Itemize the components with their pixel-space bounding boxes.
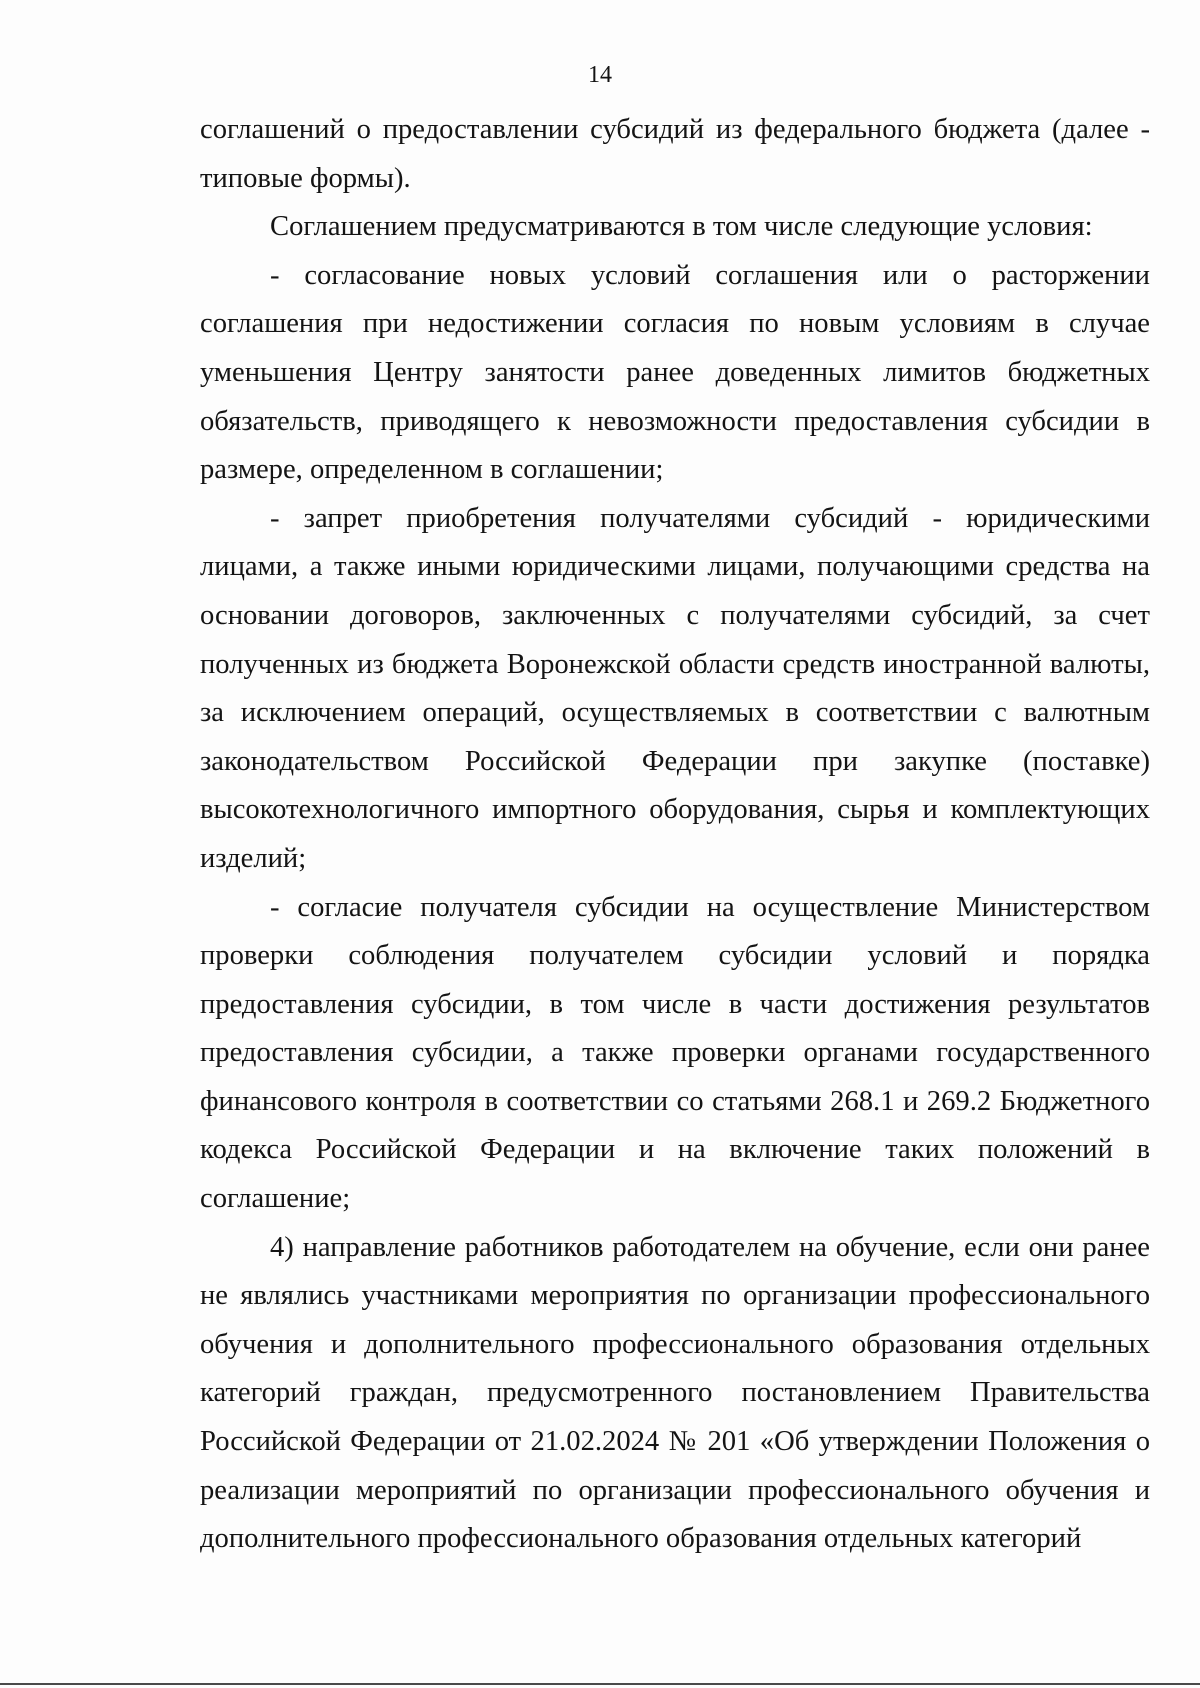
document-body [200, 106, 1150, 1564]
paragraph-condition-inspection-consent: - согласие получателя субсидии на осуществление Министерством проверки соблюдения получателем субсидии условий и порядка предоставления субсидии, в том числе в части достижения результатов предоставления субсидии, а также проверки органами государственного финансового контроля в соответствии со статьями 268.1 и 269.2 Бюджетного кодекса Российской Федерации и на включение таких положений в соглашение; [200, 891, 1150, 1215]
paragraph-conditions-intro: Соглашением предусматриваются в том числе следующие условия: [270, 211, 1093, 243]
scan-edge-line [0, 1683, 1200, 1685]
paragraph-continuation: соглашений о предоставлении субсидий из федерального бюджета (далее - типовые формы). [200, 114, 1150, 194]
paragraph-item-4: 4) направление работников работодателем на обучение, если они ранее не являлись участниками мероприятия по организации профессионального обучения и дополнительного профессионального образования отдельных категорий граждан, предусмотренного постановлением Правительства Российской Федерации от 21.02.2024 № 201 «Об утверждении Положения о реализации мероприятий по организации профессионального обучения и дополнительного профессионального образования отдельных категорий [200, 1231, 1150, 1555]
paragraph-condition-agreement-change: - согласование новых условий соглашения или о расторжении соглашения при недостижении согласия по новым условиям в случае уменьшения Центру занятости ранее доведенных лимитов бюджетных обязательств, приводящего к невозможности предоставления субсидии в размере, определенном в соглашении; [200, 259, 1150, 486]
paragraph-condition-currency-ban: - запрет приобретения получателями субсидий - юридическими лицами, а также иными юридическими лицами, получающими средства на основании договоров, заключенных с получателями субсидий, за счет полученных из бюджета Воронежской области средств иностранной валюты, за исключением операций, осуществляемых в соответствии с валютным законодательством Российской Федерации при закупке (поставке) высокотехнологичного импортного оборудования, сырья и комплектующих изделий; [200, 502, 1150, 874]
page-number: 14 [588, 62, 612, 88]
